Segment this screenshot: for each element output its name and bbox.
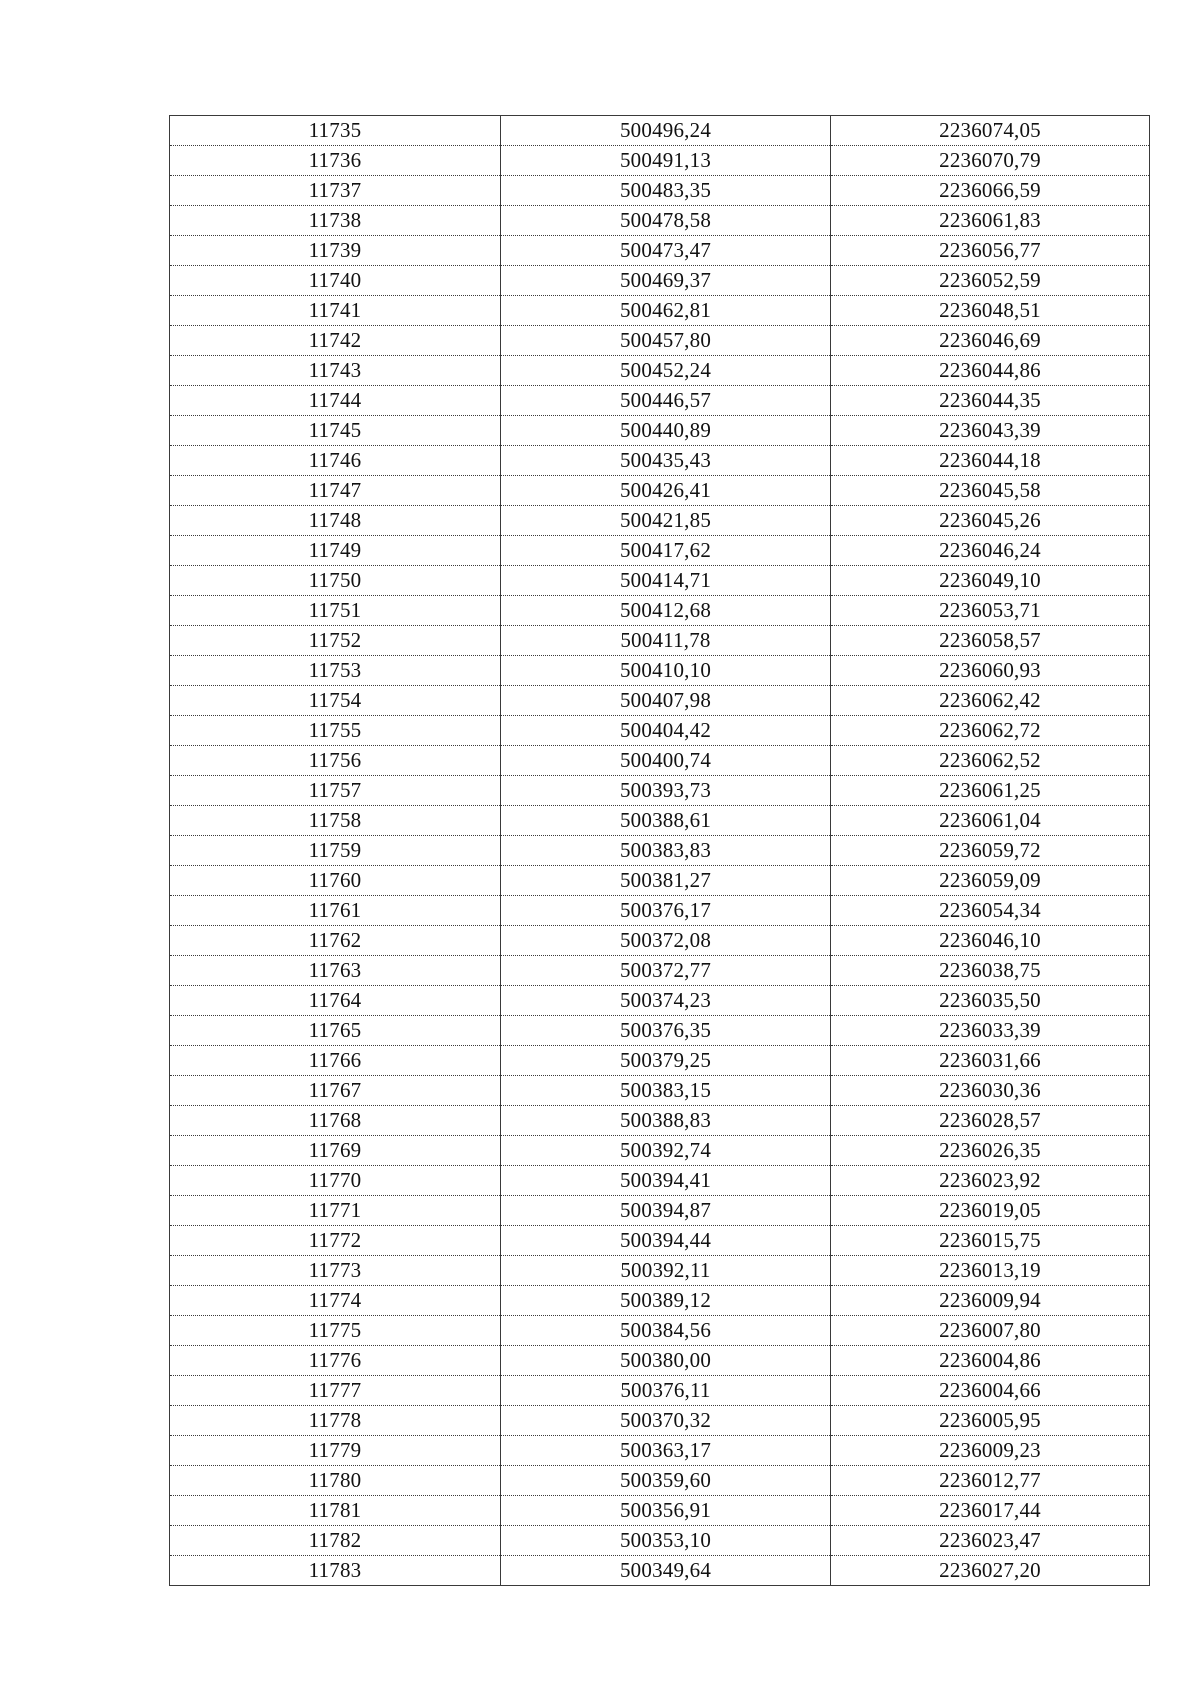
table-row [170, 1526, 1150, 1556]
point-number-cell: 11764 [170, 986, 501, 1016]
y-coordinate-cell: 2236052,59 [831, 266, 1150, 296]
x-coordinate-cell: 500394,41 [501, 1166, 831, 1196]
point-number-cell: 11757 [170, 776, 501, 806]
x-coordinate-cell: 500349,64 [501, 1556, 831, 1586]
point-number-cell: 11744 [170, 386, 501, 416]
y-coordinate-cell: 2236028,57 [831, 1106, 1150, 1136]
y-coordinate-cell: 2236061,25 [831, 776, 1150, 806]
table-row [170, 1436, 1150, 1466]
y-coordinate-cell: 2236049,10 [831, 566, 1150, 596]
y-coordinate-cell: 2236058,57 [831, 626, 1150, 656]
point-number-cell: 11780 [170, 1466, 501, 1496]
y-coordinate-cell: 2236070,79 [831, 146, 1150, 176]
x-coordinate-cell: 500400,74 [501, 746, 831, 776]
table-row [170, 416, 1150, 446]
point-number-cell: 11765 [170, 1016, 501, 1046]
y-coordinate-cell: 2236046,69 [831, 326, 1150, 356]
table-row [170, 986, 1150, 1016]
table-row [170, 506, 1150, 536]
x-coordinate-cell: 500410,10 [501, 656, 831, 686]
table-row [170, 926, 1150, 956]
y-coordinate-cell: 2236048,51 [831, 296, 1150, 326]
y-coordinate-cell: 2236053,71 [831, 596, 1150, 626]
y-coordinate-cell: 2236056,77 [831, 236, 1150, 266]
point-number-cell: 11771 [170, 1196, 501, 1226]
table-row [170, 1286, 1150, 1316]
point-number-cell: 11762 [170, 926, 501, 956]
y-coordinate-cell: 2236012,77 [831, 1466, 1150, 1496]
point-number-cell: 11753 [170, 656, 501, 686]
point-number-cell: 11774 [170, 1286, 501, 1316]
y-coordinate-cell: 2236062,52 [831, 746, 1150, 776]
point-number-cell: 11767 [170, 1076, 501, 1106]
x-coordinate-cell: 500417,62 [501, 536, 831, 566]
x-coordinate-cell: 500478,58 [501, 206, 831, 236]
y-coordinate-cell: 2236046,10 [831, 926, 1150, 956]
table-row [170, 1256, 1150, 1286]
point-number-cell: 11745 [170, 416, 501, 446]
table-row [170, 776, 1150, 806]
point-number-cell: 11760 [170, 866, 501, 896]
y-coordinate-cell: 2236035,50 [831, 986, 1150, 1016]
y-coordinate-cell: 2236061,83 [831, 206, 1150, 236]
x-coordinate-cell: 500394,44 [501, 1226, 831, 1256]
table-row [170, 686, 1150, 716]
x-coordinate-cell: 500457,80 [501, 326, 831, 356]
y-coordinate-cell: 2236045,58 [831, 476, 1150, 506]
x-coordinate-cell: 500376,17 [501, 896, 831, 926]
y-coordinate-cell: 2236059,09 [831, 866, 1150, 896]
y-coordinate-cell: 2236061,04 [831, 806, 1150, 836]
table-row [170, 656, 1150, 686]
coordinates-table [169, 115, 1150, 1586]
y-coordinate-cell: 2236023,92 [831, 1166, 1150, 1196]
point-number-cell: 11736 [170, 146, 501, 176]
x-coordinate-cell: 500392,74 [501, 1136, 831, 1166]
point-number-cell: 11754 [170, 686, 501, 716]
x-coordinate-cell: 500372,77 [501, 956, 831, 986]
y-coordinate-cell: 2236044,86 [831, 356, 1150, 386]
x-coordinate-cell: 500384,56 [501, 1316, 831, 1346]
x-coordinate-cell: 500426,41 [501, 476, 831, 506]
x-coordinate-cell: 500353,10 [501, 1526, 831, 1556]
point-number-cell: 11781 [170, 1496, 501, 1526]
y-coordinate-cell: 2236017,44 [831, 1496, 1150, 1526]
point-number-cell: 11747 [170, 476, 501, 506]
table-row [170, 296, 1150, 326]
point-number-cell: 11772 [170, 1226, 501, 1256]
x-coordinate-cell: 500388,61 [501, 806, 831, 836]
table-row [170, 1556, 1150, 1586]
x-coordinate-cell: 500496,24 [501, 116, 831, 146]
table-row [170, 626, 1150, 656]
y-coordinate-cell: 2236007,80 [831, 1316, 1150, 1346]
y-coordinate-cell: 2236027,20 [831, 1556, 1150, 1586]
table-row [170, 806, 1150, 836]
table-row [170, 326, 1150, 356]
table-row [170, 536, 1150, 566]
point-number-cell: 11741 [170, 296, 501, 326]
x-coordinate-cell: 500359,60 [501, 1466, 831, 1496]
table-row [170, 956, 1150, 986]
x-coordinate-cell: 500392,11 [501, 1256, 831, 1286]
x-coordinate-cell: 500394,87 [501, 1196, 831, 1226]
y-coordinate-cell: 2236038,75 [831, 956, 1150, 986]
table-row [170, 1496, 1150, 1526]
point-number-cell: 11761 [170, 896, 501, 926]
y-coordinate-cell: 2236015,75 [831, 1226, 1150, 1256]
point-number-cell: 11740 [170, 266, 501, 296]
y-coordinate-cell: 2236060,93 [831, 656, 1150, 686]
point-number-cell: 11742 [170, 326, 501, 356]
y-coordinate-cell: 2236045,26 [831, 506, 1150, 536]
table-row [170, 746, 1150, 776]
point-number-cell: 11749 [170, 536, 501, 566]
y-coordinate-cell: 2236074,05 [831, 116, 1150, 146]
y-coordinate-cell: 2236005,95 [831, 1406, 1150, 1436]
table-row [170, 1466, 1150, 1496]
table-row [170, 1376, 1150, 1406]
point-number-cell: 11777 [170, 1376, 501, 1406]
table-row [170, 1226, 1150, 1256]
table-row [170, 1346, 1150, 1376]
y-coordinate-cell: 2236033,39 [831, 1016, 1150, 1046]
point-number-cell: 11776 [170, 1346, 501, 1376]
table-row [170, 836, 1150, 866]
table-row [170, 146, 1150, 176]
point-number-cell: 11773 [170, 1256, 501, 1286]
y-coordinate-cell: 2236054,34 [831, 896, 1150, 926]
point-number-cell: 11758 [170, 806, 501, 836]
point-number-cell: 11737 [170, 176, 501, 206]
y-coordinate-cell: 2236030,36 [831, 1076, 1150, 1106]
y-coordinate-cell: 2236062,72 [831, 716, 1150, 746]
point-number-cell: 11782 [170, 1526, 501, 1556]
table-row [170, 896, 1150, 926]
x-coordinate-cell: 500491,13 [501, 146, 831, 176]
y-coordinate-cell: 2236059,72 [831, 836, 1150, 866]
point-number-cell: 11775 [170, 1316, 501, 1346]
y-coordinate-cell: 2236031,66 [831, 1046, 1150, 1076]
y-coordinate-cell: 2236026,35 [831, 1136, 1150, 1166]
x-coordinate-cell: 500483,35 [501, 176, 831, 206]
x-coordinate-cell: 500421,85 [501, 506, 831, 536]
table-row [170, 476, 1150, 506]
x-coordinate-cell: 500383,83 [501, 836, 831, 866]
point-number-cell: 11770 [170, 1166, 501, 1196]
x-coordinate-cell: 500473,47 [501, 236, 831, 266]
x-coordinate-cell: 500407,98 [501, 686, 831, 716]
table-row [170, 1106, 1150, 1136]
x-coordinate-cell: 500414,71 [501, 566, 831, 596]
point-number-cell: 11739 [170, 236, 501, 266]
x-coordinate-cell: 500412,68 [501, 596, 831, 626]
x-coordinate-cell: 500370,32 [501, 1406, 831, 1436]
point-number-cell: 11756 [170, 746, 501, 776]
x-coordinate-cell: 500440,89 [501, 416, 831, 446]
y-coordinate-cell: 2236044,35 [831, 386, 1150, 416]
x-coordinate-cell: 500411,78 [501, 626, 831, 656]
x-coordinate-cell: 500389,12 [501, 1286, 831, 1316]
y-coordinate-cell: 2236023,47 [831, 1526, 1150, 1556]
table-row [170, 1166, 1150, 1196]
x-coordinate-cell: 500363,17 [501, 1436, 831, 1466]
table-row [170, 386, 1150, 416]
table-row [170, 1076, 1150, 1106]
point-number-cell: 11755 [170, 716, 501, 746]
point-number-cell: 11750 [170, 566, 501, 596]
table-row [170, 566, 1150, 596]
table-row [170, 206, 1150, 236]
y-coordinate-cell: 2236019,05 [831, 1196, 1150, 1226]
table-row [170, 716, 1150, 746]
table-row [170, 446, 1150, 476]
table-row [170, 1316, 1150, 1346]
point-number-cell: 11748 [170, 506, 501, 536]
x-coordinate-cell: 500462,81 [501, 296, 831, 326]
point-number-cell: 11743 [170, 356, 501, 386]
y-coordinate-cell: 2236062,42 [831, 686, 1150, 716]
x-coordinate-cell: 500404,42 [501, 716, 831, 746]
y-coordinate-cell: 2236043,39 [831, 416, 1150, 446]
y-coordinate-cell: 2236004,66 [831, 1376, 1150, 1406]
point-number-cell: 11783 [170, 1556, 501, 1586]
table-row [170, 176, 1150, 206]
point-number-cell: 11766 [170, 1046, 501, 1076]
x-coordinate-cell: 500381,27 [501, 866, 831, 896]
x-coordinate-cell: 500379,25 [501, 1046, 831, 1076]
point-number-cell: 11769 [170, 1136, 501, 1166]
x-coordinate-cell: 500383,15 [501, 1076, 831, 1106]
x-coordinate-cell: 500356,91 [501, 1496, 831, 1526]
y-coordinate-cell: 2236046,24 [831, 536, 1150, 566]
x-coordinate-cell: 500376,11 [501, 1376, 831, 1406]
table-row [170, 866, 1150, 896]
point-number-cell: 11763 [170, 956, 501, 986]
table-row [170, 236, 1150, 266]
x-coordinate-cell: 500388,83 [501, 1106, 831, 1136]
x-coordinate-cell: 500469,37 [501, 266, 831, 296]
table-row [170, 116, 1150, 146]
point-number-cell: 11738 [170, 206, 501, 236]
table-row [170, 1406, 1150, 1436]
point-number-cell: 11746 [170, 446, 501, 476]
x-coordinate-cell: 500446,57 [501, 386, 831, 416]
y-coordinate-cell: 2236044,18 [831, 446, 1150, 476]
point-number-cell: 11768 [170, 1106, 501, 1136]
table-row [170, 1136, 1150, 1166]
x-coordinate-cell: 500380,00 [501, 1346, 831, 1376]
y-coordinate-cell: 2236013,19 [831, 1256, 1150, 1286]
point-number-cell: 11759 [170, 836, 501, 866]
x-coordinate-cell: 500372,08 [501, 926, 831, 956]
table-row [170, 356, 1150, 386]
y-coordinate-cell: 2236066,59 [831, 176, 1150, 206]
y-coordinate-cell: 2236009,94 [831, 1286, 1150, 1316]
table-row [170, 1046, 1150, 1076]
point-number-cell: 11778 [170, 1406, 501, 1436]
point-number-cell: 11751 [170, 596, 501, 626]
x-coordinate-cell: 500393,73 [501, 776, 831, 806]
y-coordinate-cell: 2236009,23 [831, 1436, 1150, 1466]
table-row [170, 266, 1150, 296]
x-coordinate-cell: 500374,23 [501, 986, 831, 1016]
x-coordinate-cell: 500376,35 [501, 1016, 831, 1046]
point-number-cell: 11779 [170, 1436, 501, 1466]
point-number-cell: 11735 [170, 116, 501, 146]
table-row [170, 596, 1150, 626]
x-coordinate-cell: 500435,43 [501, 446, 831, 476]
table-row [170, 1016, 1150, 1046]
point-number-cell: 11752 [170, 626, 501, 656]
x-coordinate-cell: 500452,24 [501, 356, 831, 386]
y-coordinate-cell: 2236004,86 [831, 1346, 1150, 1376]
table-row [170, 1196, 1150, 1226]
coordinates-table-body [170, 116, 1150, 1586]
